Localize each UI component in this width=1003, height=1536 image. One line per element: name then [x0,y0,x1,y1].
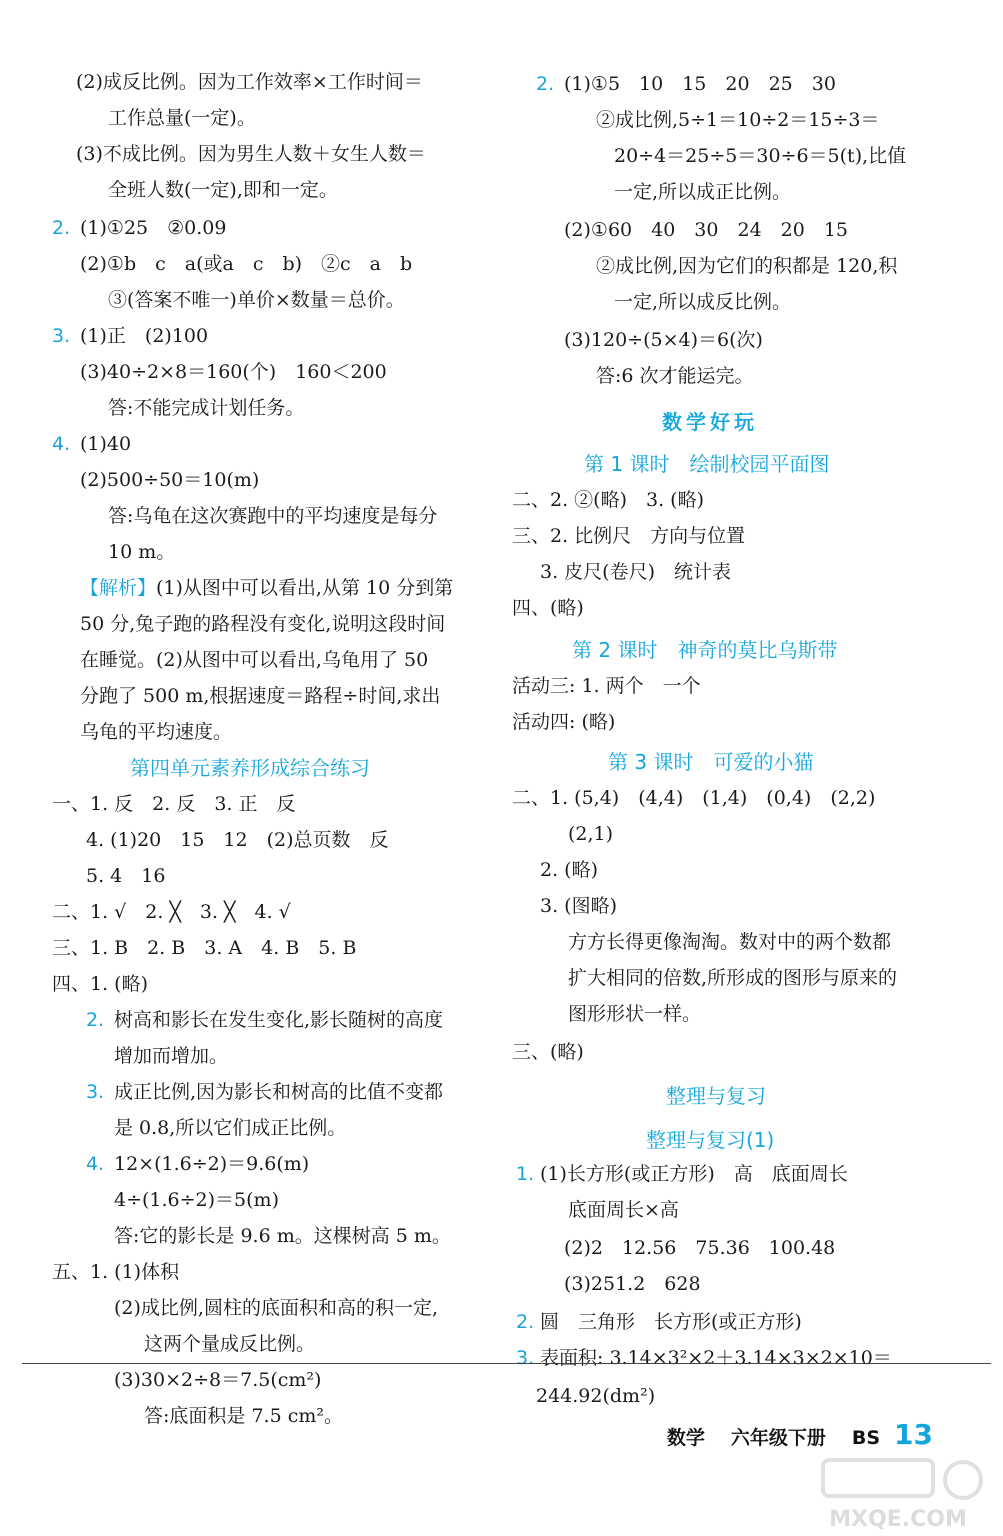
footer-edition: BS [851,1427,881,1449]
answer-line: 全班人数(一定),即和一定。 [108,179,338,201]
answer-line: 答:乌龟在这次赛跑中的平均速度是每分 [108,505,438,527]
question-number: 2. [516,1311,535,1333]
answer-line: (1)①5 10 15 20 25 30 [564,73,836,95]
question-number: 4. [86,1153,105,1175]
watermark-logo-icon [813,1452,983,1532]
answer-line: (1)①25 ②0.09 [80,217,227,239]
answer-line: 增加而增加。 [114,1045,229,1067]
answer-line: 二、1. (5,4) (4,4) (1,4) (0,4) (2,2) [512,787,876,809]
answer-line: (2)成比例,圆柱的底面积和高的积一定, [114,1297,438,1319]
question-number: 2. [536,73,555,95]
analysis-line: 分跑了 500 m,根据速度＝路程÷时间,求出 [80,685,441,707]
analysis-line: 50 分,兔子跑的路程没有变化,说明这段时间 [80,613,446,635]
answer-line: 成正比例,因为影长和树高的比值不变都 [114,1081,444,1103]
question-number: 3. [86,1081,105,1103]
answer-line: (2)①60 40 30 24 20 15 [564,219,849,241]
answer-line: 答:底面积是 7.5 cm²。 [144,1405,343,1427]
answer-line: 方方长得更像淘淘。数对中的两个数都 [568,931,892,953]
answer-line: (2)①b c a(或a c b) ②c a b [80,253,413,275]
answer-line: 3. (图略) [540,895,617,917]
lesson-heading: 第 3 课时 可爱的小猫 [608,750,814,774]
page-divider [22,1363,991,1364]
lesson-heading: 第 1 课时 绘制校园平面图 [584,452,830,476]
answer-line: 四、1. (略) [52,973,148,995]
answer-line: (1)正 (2)100 [80,325,209,347]
page-number: 13 [894,1418,933,1451]
watermark-text: MXQE.COM [829,1507,967,1532]
answer-line: (2)2 12.56 75.36 100.48 [564,1237,836,1259]
section-heading: 数学好玩 [662,410,758,434]
analysis-tag: 【解析】 [80,577,157,599]
answer-line: ③(答案不唯一)单价×数量＝总价。 [108,289,405,311]
section-heading: 第四单元素养形成综合练习 [130,756,370,780]
answer-line: 三、1. B 2. B 3. A 4. B 5. B [52,937,357,959]
answer-line: 三、2. 比例尺 方向与位置 [512,525,746,547]
answer-line: (1)长方形(或正方形) 高 底面周长 [540,1163,848,1185]
answer-line: 5. 4 16 [86,865,166,887]
analysis-line: 在睡觉。(2)从图中可以看出,乌龟用了 50 [80,649,429,671]
answer-line: 4. (1)20 15 12 (2)总页数 反 [86,829,389,851]
answer-line: 20÷4＝25÷5＝30÷6＝5(t),比值 [614,145,907,167]
answer-line: 答:它的影长是 9.6 m。这棵树高 5 m。 [114,1225,451,1247]
answer-line: 二、2. ②(略) 3. (略) [512,489,704,511]
answer-line: 扩大相同的倍数,所形成的图形与原来的 [568,967,898,989]
answer-line: 答:不能完成计划任务。 [108,397,305,419]
answer-line: (3)30×2÷8＝7.5(cm²) [114,1369,322,1391]
analysis-line: 乌龟的平均速度。 [80,721,233,743]
answer-line: 工作总量(一定)。 [108,107,256,129]
answer-line: 五、1. (1)体积 [52,1261,180,1283]
answer-line: 圆 三角形 长方形(或正方形) [540,1311,802,1333]
answer-line: 是 0.8,所以它们成正比例。 [114,1117,347,1139]
answer-line: 4÷(1.6÷2)＝5(m) [114,1189,279,1211]
question-number: 1. [516,1163,535,1185]
answer-line: 一、1. 反 2. 反 3. 正 反 [52,793,296,815]
answer-line: 10 m。 [108,541,176,563]
analysis-line [80,570,453,606]
answer-line: (3)251.2 628 [564,1273,701,1295]
answer-line: (2,1) [568,823,614,845]
answer-line: 这两个量成反比例。 [144,1333,316,1355]
answer-line: 三、(略) [512,1041,584,1063]
answer-line: (1)40 [80,433,132,455]
answer-line: 底面周长×高 [568,1199,679,1221]
answer-line: 图形形状一样。 [568,1003,702,1025]
footer-subject: 数学 [666,1427,705,1449]
answer-line: (2)成反比例。因为工作效率×工作时间＝ [76,71,423,93]
answer-line: 244.92(dm²) [536,1385,656,1407]
question-number: 3. [516,1347,535,1369]
answer-line: 一定,所以成反比例。 [614,291,792,313]
analysis-text: (1)从图中可以看出,从第 10 分到第 [156,577,454,599]
answer-line: 活动四: (略) [512,711,616,733]
lesson-heading: 整理与复习(1) [646,1128,775,1152]
answer-line: 二、1. √ 2. ╳ 3. ╳ 4. √ [52,901,291,923]
question-number: 2. [52,217,71,239]
answer-line: 树高和影长在发生变化,影长随树的高度 [114,1009,444,1031]
answer-line: 四、(略) [512,597,584,619]
answer-line: 答:6 次才能运完。 [596,365,754,387]
answer-line: (3)40÷2×8＝160(个) 160＜200 [80,361,387,383]
answer-line: 表面积: 3.14×3²×2＋3.14×3×2×10＝ [540,1347,892,1369]
answer-line: 3. 皮尺(卷尺) 统计表 [540,561,731,583]
question-number: 2. [86,1009,105,1031]
question-number: 3. [52,325,71,347]
answer-line: (3)不成比例。因为男生人数＋女生人数＝ [76,143,426,165]
answer-line: (2)500÷50＝10(m) [80,469,260,491]
answer-line: 12×(1.6÷2)＝9.6(m) [114,1153,310,1175]
answer-line: 一定,所以成正比例。 [614,181,792,203]
answer-line: (3)120÷(5×4)＝6(次) [564,329,763,351]
answer-line: 2. (略) [540,859,598,881]
answer-line: ②成比例,因为它们的积都是 120,积 [596,255,898,277]
lesson-heading: 第 2 课时 神奇的莫比乌斯带 [572,638,838,662]
answer-line: 活动三: 1. 两个 一个 [512,675,701,697]
footer-grade: 六年级下册 [730,1427,826,1449]
section-heading: 整理与复习 [666,1084,766,1108]
question-number: 4. [52,433,71,455]
answer-line: ②成比例,5÷1＝10÷2＝15÷3＝ [596,109,880,131]
